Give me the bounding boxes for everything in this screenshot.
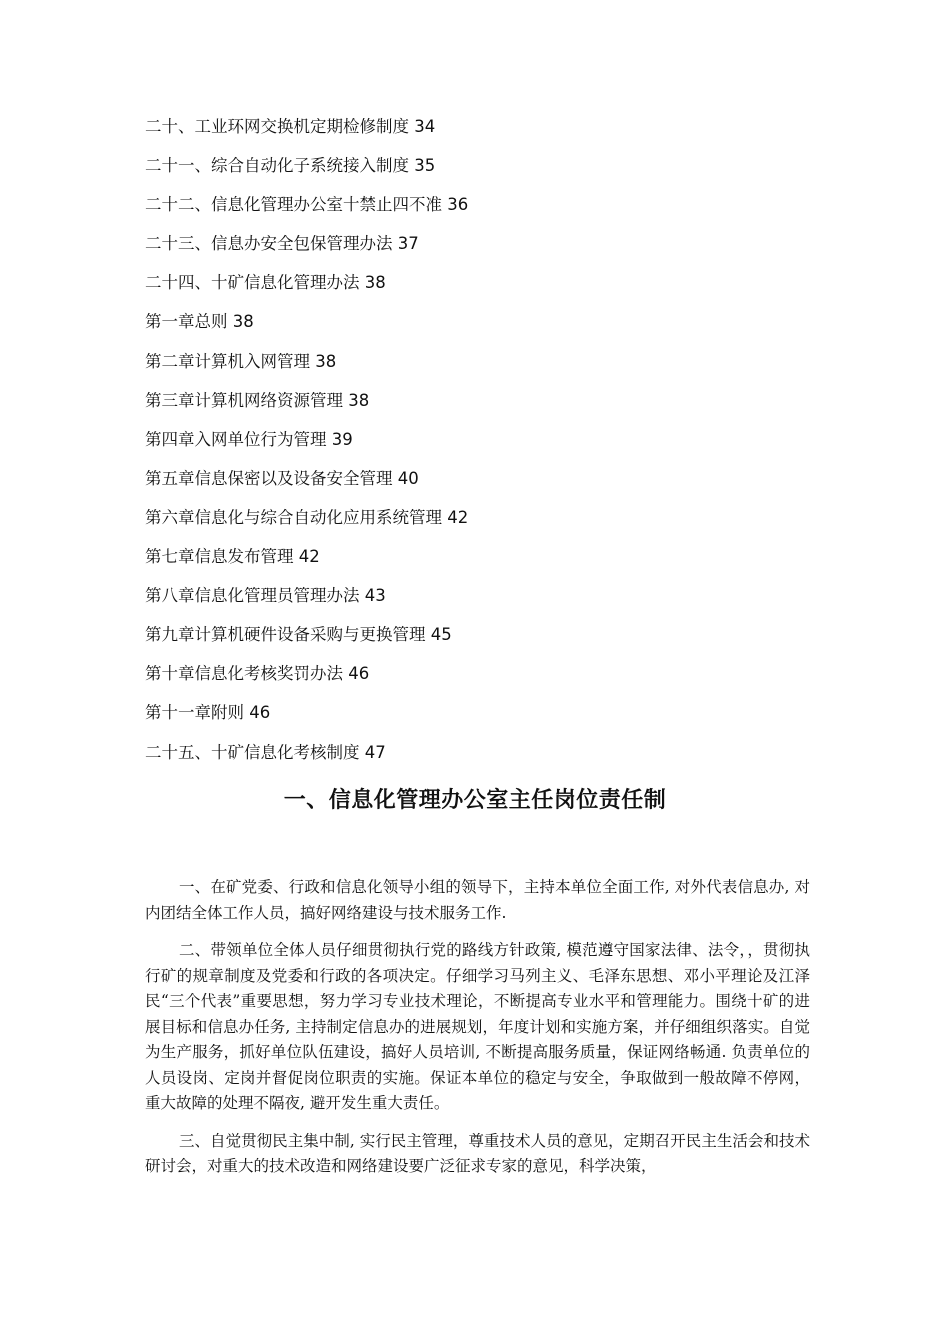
toc-entry: 第一章总则 38	[145, 312, 254, 332]
toc-entry: 二十四、十矿信息化管理办法 38	[145, 273, 386, 293]
toc-entry: 第二章计算机入网管理 38	[145, 351, 337, 371]
toc-entry: 二十三、信息办安全包保管理办法 37	[145, 234, 419, 254]
toc-entry: 第六章信息化与综合自动化应用系统管理 42	[145, 507, 469, 527]
section-heading: 一、信息化管理办公室主任岗位责任制	[283, 788, 667, 813]
toc-entry: 第三章计算机网络资源管理 38	[145, 390, 370, 410]
toc-entry: 第十章信息化考核奖罚办法 46	[145, 664, 370, 684]
toc-entry: 二十一、综合自动化子系统接入制度 35	[145, 156, 436, 176]
toc-entry: 二十、工业环网交换机定期检修制度 34	[145, 117, 436, 136]
toc-entry: 第七章信息发布管理 42	[145, 547, 320, 567]
toc-entry: 第八章信息化管理员管理办法 43	[145, 586, 386, 606]
body-text	[145, 875, 810, 1192]
toc-entry: 第五章信息保密以及设备安全管理 40	[145, 468, 419, 488]
toc-entry: 第十一章附则 46	[145, 703, 271, 723]
toc-entry: 第九章计算机硬件设备采购与更换管理 45	[145, 625, 452, 645]
paragraph: 三、自觉贯彻民主集中制, 实行民主管理，尊重技术人员的意见，定期召开民主生活会和技术研讨会，对重大的技术改造和网络建设要广泛征求专家的意见，科学决策，	[145, 1131, 810, 1175]
paragraph: 二、带领单位全体人员仔细贯彻执行党的路线方针政策, 模范遵守国家法律、法令，，贯彻执行矿的规章制度及党委和行政的各项决定。仔细学习马列主义、毛泽东思想、邓小平理论及江泽民“三个代表”重要思想，努力学习专业技术理论，不断提高专业水平和管理能力。围绕十矿的进展目标和信息办任务, 主持制定信息办的进展规划，年度计划和实施方案，并仔细组织落实。自觉为生产服务，抓好单位队伍建设，搞好人员培训, 不断提高服务质量，保证网络畅通. 负责单位的人员设岗、定岗并督促岗位职责的实施。保证本单位的稳定与安全，争取做到一般故障不停网，重大故障的处理不隔夜, 避开发生重大责任。	[145, 941, 810, 1112]
paragraph: 一、在矿党委、行政和信息化领导小组的领导下，主持本单位全面工作, 对外代表信息办, 对内团结全体工作人员，搞好网络建设与技术服务工作.	[145, 878, 810, 922]
toc-entry: 二十二、信息化管理办公室十禁止四不准 36	[145, 195, 469, 215]
table-of-contents	[145, 113, 845, 778]
toc-entry: 二十五、十矿信息化考核制度 47	[145, 742, 386, 762]
toc-entry: 第四章入网单位行为管理 39	[145, 429, 353, 449]
